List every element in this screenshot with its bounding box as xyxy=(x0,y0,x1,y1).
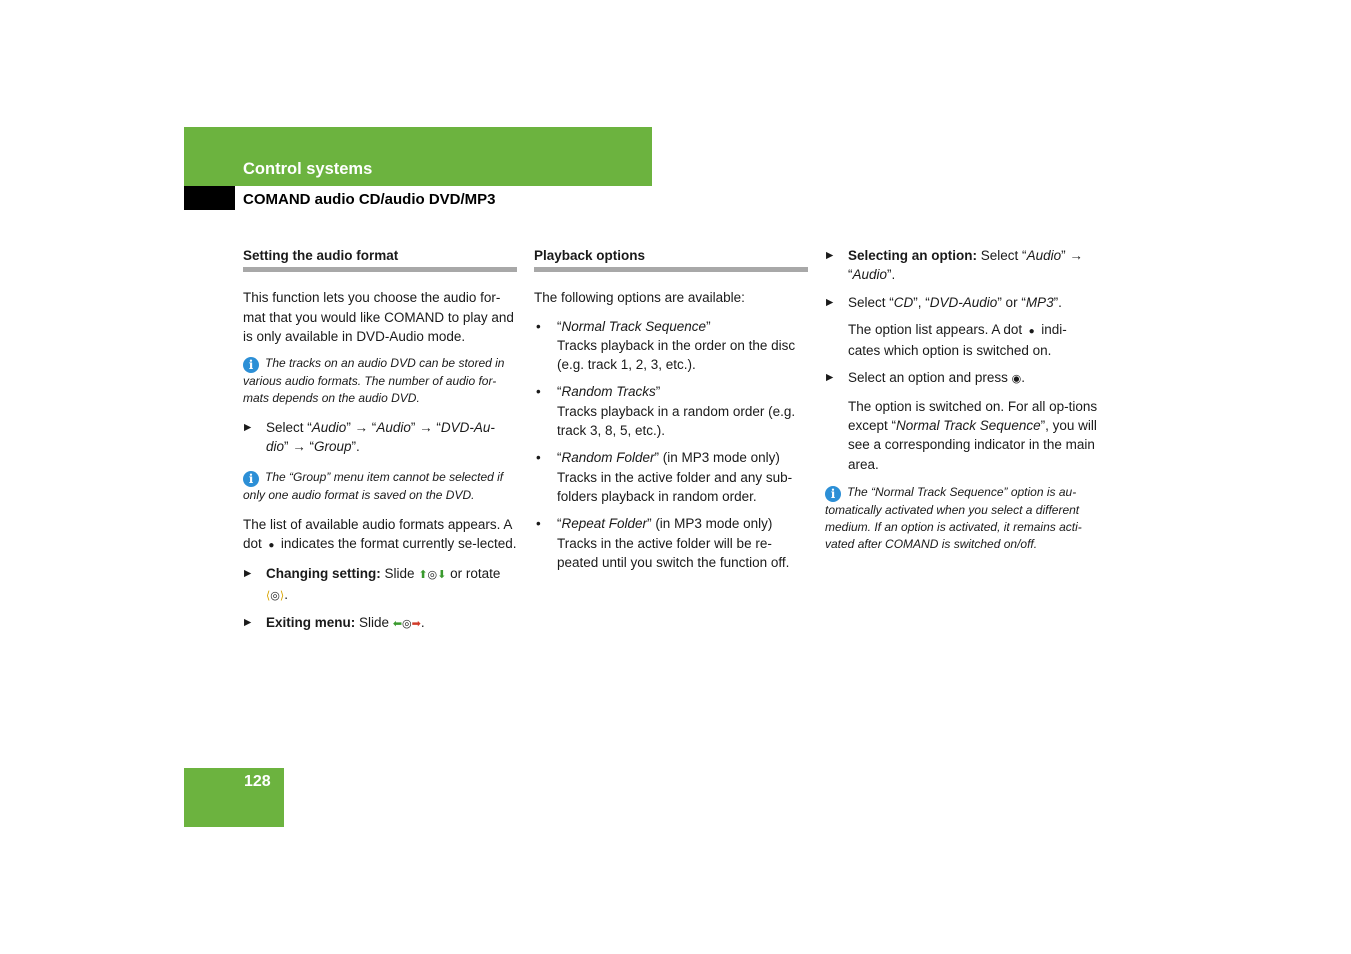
text: Slide xyxy=(384,566,415,582)
rotate-icon: ⟨◎⟩ xyxy=(266,588,285,602)
header-marker xyxy=(184,186,235,210)
step-exiting-menu xyxy=(243,613,517,633)
info-icon: i xyxy=(243,357,259,373)
column-playback-options xyxy=(534,246,808,580)
menu-audio: Audio xyxy=(852,267,888,283)
text: The option list appears. A dot xyxy=(848,321,1023,337)
text: ”. xyxy=(887,267,896,283)
text: ”. xyxy=(351,439,360,455)
heading-playback-options: Playback options xyxy=(534,246,808,272)
note-text: The “Group” menu item cannot be selected if only one audio format is saved on the DVD. xyxy=(243,469,504,502)
option-description: Tracks playback in a random order (e.g. track 3, 8, 5, etc.). xyxy=(557,403,796,439)
bullet-icon: • xyxy=(536,318,541,334)
option-repeat-folder: • “Repeat Folder” (in MP3 mode only) Tracks in the active folder will be re-peated until you switch the function off. xyxy=(536,516,790,570)
section-subtitle: COMAND audio CD/audio DVD/MP3 xyxy=(243,191,496,208)
column-setting-audio-format xyxy=(243,246,517,641)
text: The option is switched on. For all op-tions except “ xyxy=(848,398,1098,434)
option-suffix: (in MP3 mode only) xyxy=(659,450,780,466)
section-title: Control systems xyxy=(243,160,373,178)
slide-up-down-icon: ⬆◎⬇ xyxy=(418,568,447,582)
menu-audio: Audio xyxy=(1026,248,1062,263)
text: ” → “ xyxy=(346,420,377,436)
column-selecting-option xyxy=(825,246,1099,564)
option-title: Random Folder xyxy=(561,450,655,466)
press-button-icon: ◉ xyxy=(1011,372,1022,386)
step-label: Changing setting: xyxy=(266,566,381,582)
bullet-icon: • xyxy=(536,450,541,466)
bullet-icon: • xyxy=(536,516,541,532)
option-description: Tracks in the active folder and any sub-folders playback in random order. xyxy=(557,469,793,504)
step-changing-setting xyxy=(243,564,517,605)
step-select-and-press xyxy=(825,368,1099,388)
bullet-icon: • xyxy=(536,384,541,400)
step-label: Selecting an option: xyxy=(848,248,978,263)
info-note xyxy=(243,355,517,407)
step-arrow-icon: ▶ xyxy=(826,372,834,384)
option-title: Random Tracks xyxy=(561,384,656,400)
text: Select “ xyxy=(848,294,894,310)
note-text: The “Normal Track Sequence” option is au-tomatically activated when you select a different medium. If an option is activated, it remains acti-vated after COMAND is switched on/off. xyxy=(825,484,1082,551)
dot-icon: ● xyxy=(265,540,278,552)
step-select-medium xyxy=(825,293,1099,312)
format-list-text xyxy=(243,515,517,556)
option-title: Normal Track Sequence xyxy=(561,318,707,334)
text: ” → “ xyxy=(284,439,315,455)
option-description: Tracks in the active folder will be re-peated until you switch the function off. xyxy=(557,535,790,570)
step-select-group xyxy=(243,418,517,457)
intro-text: This function lets you choose the audio for-mat that you would like COMAND to play and is only available in DVD-Audio mode. xyxy=(243,290,514,344)
menu-group: Group xyxy=(314,439,352,455)
option-random-folder: • “Random Folder” (in MP3 mode only) Tracks in the active folder and any sub-folders playback in random order. xyxy=(536,450,793,504)
menu-audio: Audio xyxy=(311,420,347,436)
step-arrow-icon: ▶ xyxy=(826,250,834,261)
info-icon: i xyxy=(243,471,259,487)
note-text: The tracks on an audio DVD can be stored in various audio formats. The number of audio for-mats depends on the audio DVD. xyxy=(243,356,505,406)
step-arrow-icon: ▶ xyxy=(244,422,252,434)
text: ” → “ xyxy=(848,248,1083,283)
menu-mp3: MP3 xyxy=(1025,294,1054,310)
page-number: 128 xyxy=(244,773,271,790)
menu-audio: Audio xyxy=(376,420,411,436)
option-title: Repeat Folder xyxy=(561,516,648,532)
text: . xyxy=(284,586,288,602)
menu-dvd-audio: DVD-Au-dio xyxy=(266,420,495,455)
text: ”. xyxy=(1053,294,1062,310)
option-description: Tracks playback in the order on the disc (e.g. track 1, 2, 3, etc.). xyxy=(557,337,796,373)
text: Slide xyxy=(359,614,390,630)
step-label: Exiting menu: xyxy=(266,614,356,630)
step-selecting-option xyxy=(825,246,1099,285)
step-arrow-icon: ▶ xyxy=(244,568,252,580)
info-note xyxy=(825,484,1099,553)
option-list-text xyxy=(825,320,1099,361)
menu-cd: CD xyxy=(893,294,914,310)
text: . xyxy=(420,614,425,630)
text: indi-cates which option is switched on. xyxy=(848,321,1067,359)
slide-left-right-icon: ⬅◎➡ xyxy=(392,616,421,630)
dot-icon: ● xyxy=(1025,325,1038,337)
option-random-tracks: • “Random Tracks” Tracks playback in a random order (e.g. track 3, 8, 5, etc.). xyxy=(536,384,796,439)
text: Select an option and press xyxy=(848,370,1008,386)
text: . xyxy=(1021,370,1025,386)
info-note xyxy=(243,469,517,504)
intro-text: The following options are available: xyxy=(534,290,745,306)
text: ” → “ xyxy=(410,420,441,436)
heading-setting-audio-format: Setting the audio format xyxy=(243,246,517,272)
text: The list of available audio formats appears. A dot xyxy=(243,516,512,552)
step-arrow-icon: ▶ xyxy=(244,616,252,628)
text: indicates the format currently se-lected. xyxy=(280,536,517,552)
text: Select “ xyxy=(980,248,1027,263)
info-icon: i xyxy=(825,486,841,502)
option-name: Normal Track Sequence xyxy=(896,418,1041,434)
text: ”, “ xyxy=(913,294,930,310)
text: Select “ xyxy=(266,420,312,436)
text: ” or “ xyxy=(997,294,1026,310)
option-normal-track-sequence: • “Normal Track Sequence” Tracks playback in the order on the disc (e.g. track 1, 2, 3, etc.). xyxy=(536,318,796,373)
text: ”, you will see a corresponding indicator in the main area. xyxy=(848,418,1097,472)
option-suffix: (in MP3 mode only) xyxy=(651,516,773,532)
step-arrow-icon: ▶ xyxy=(826,296,834,308)
switched-on-text xyxy=(825,397,1099,474)
text: or rotate xyxy=(450,566,501,582)
menu-dvd-audio: DVD-Audio xyxy=(929,294,998,310)
